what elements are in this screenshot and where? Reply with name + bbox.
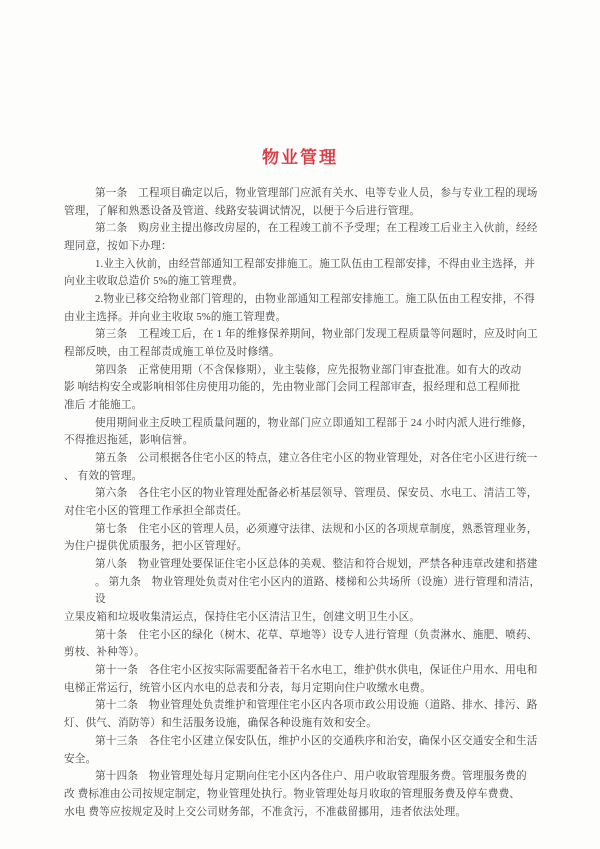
document-line: 改 费标准由公司按规定制定，物业管理处执行。物业管理处每月收取的管理服务费及停车费费、 — [64, 788, 521, 800]
document-line: 1.业主入伙前，由经营部通知工程部安排施工。施工队伍由工程部安排，不得由业主选择，并 — [95, 258, 536, 270]
document-line: 使用期间业主反映工程质量问题的，物业部门应立即通知工程部于 24 小时内派人进行维修， — [95, 417, 533, 429]
document-line: 准后 才能施工。 — [64, 400, 143, 412]
document-body — [64, 185, 542, 821]
document-line: 。 第九条 物业管理处负责对住宅小区内的道路、楼梯和公共场所（设施）进行管理和清洁， — [95, 576, 541, 588]
document-line: 第十二条 物业管理处负责维护和管理住宅小区内各项市政公用设施（道路、排水、排污、路 — [95, 700, 538, 712]
document-line: 对住宅小区的管理工作承担全部责任。 — [64, 506, 248, 518]
document-line: 设 — [95, 594, 106, 606]
document-line: 第三条 工程竣工后，在 1 年的维修保养期间，物业部门发现工程质量等问题时，应及时向工 — [95, 329, 538, 341]
document-line: 向业主收取总造价 5%的施工管理费。 — [64, 276, 244, 288]
document-line: 第十条 住宅小区的绿化（树木、花草、草地等）设专人进行管理（负责淋水、施肥、喷药、 — [95, 629, 538, 641]
document-line: 电梯正常运行，统管小区内水电的总表和分表，每月定期向住户收缴水电费。 — [64, 682, 431, 694]
document-line: 剪枝、补种等）。 — [64, 647, 146, 659]
document-line: 水电 费等应按规定及时上交公司财务部，不准贪污，不准截留挪用，违者依法处理。 — [64, 806, 467, 818]
document-line: 第六条 各住宅小区的物业管理处配备必析基层领导、管理员、保安员、水电工、清洁工等， — [95, 488, 538, 500]
document-line: 由业主选择。并向业主收取 5%的施工管理费。 — [64, 311, 287, 323]
document-line: 第七条 住宅小区的管理人员，必须遵守法律、法规和小区的各项规章制度，熟悉管理业务， — [95, 523, 538, 535]
document-line: 为住户提供优质服务，把小区管理好。 — [64, 541, 248, 553]
page-title: 物业管理 — [262, 148, 338, 167]
document-line: 管理，了解和熟悉设备及管道、线路安装调试情况，以便于今后进行管理。 — [64, 205, 421, 217]
document-line: 第二条 购房业主提出修改房屋的，在工程竣工前不予受理；在工程竣工后业主入伙前，经经 — [95, 223, 538, 235]
document-line: 第十三条 各住宅小区建立保安队伍，维护小区的交通秩序和治安，确保小区交通安全和生活 — [95, 735, 538, 747]
document-line: 灯、供气、消防等）和生活服务设施，确保各种设施有效和安全。 — [64, 718, 378, 730]
document-line: 第四条 正常使用期（不含保修期），业主装修，应先报物业部门审查批准。如有大的改动 — [95, 364, 522, 376]
document-line: 第五条 公司根据各住宅小区的特点，建立各住宅小区的物业管理处，对各住宅小区进行统一 — [95, 453, 538, 465]
document-line: 第一条 工程项目确定以后，物业管理部门应派有关水、电等专业人员，参与专业工程的现场 — [95, 188, 538, 199]
document-line: 2.物业已移交给物业部门管理的，由物业部通知工程部安排施工。施工队伍由工程安排，不得 — [95, 294, 536, 306]
document-line: 第十四条 物业管理处每月定期向住宅小区内各住户、用户收取管理服务费。管理服务费的 — [95, 771, 527, 783]
document-line: 立果皮箱和垃圾收集清运点，保持住宅小区清洁卫生，创建文明卫生小区。 — [64, 612, 421, 624]
document-line: 程部反映，由工程部责成施工单位及时修缮。 — [64, 347, 280, 359]
document-line: 、 有效的管理。 — [64, 470, 143, 482]
document-line: 理同意，按如下办理： — [64, 241, 172, 253]
document-line: 第八条 物业管理处要保证住宅小区总体的美观、整洁和符合规划，严禁各种违章改建和搭建 — [95, 559, 538, 571]
document-line: 安全。 — [64, 753, 97, 765]
document-line: 不得推迟拖延，影响信誉。 — [64, 435, 194, 447]
document-line: 第十一条 各住宅小区按实际需要配备若干名水电工，维护供水供电，保证住户用水、用电和 — [95, 665, 538, 677]
document-line: 影 响结构安全或影响相邻住房使用功能的，先由物业部门会同工程部审查，报经理和总工程师批 — [64, 382, 521, 394]
